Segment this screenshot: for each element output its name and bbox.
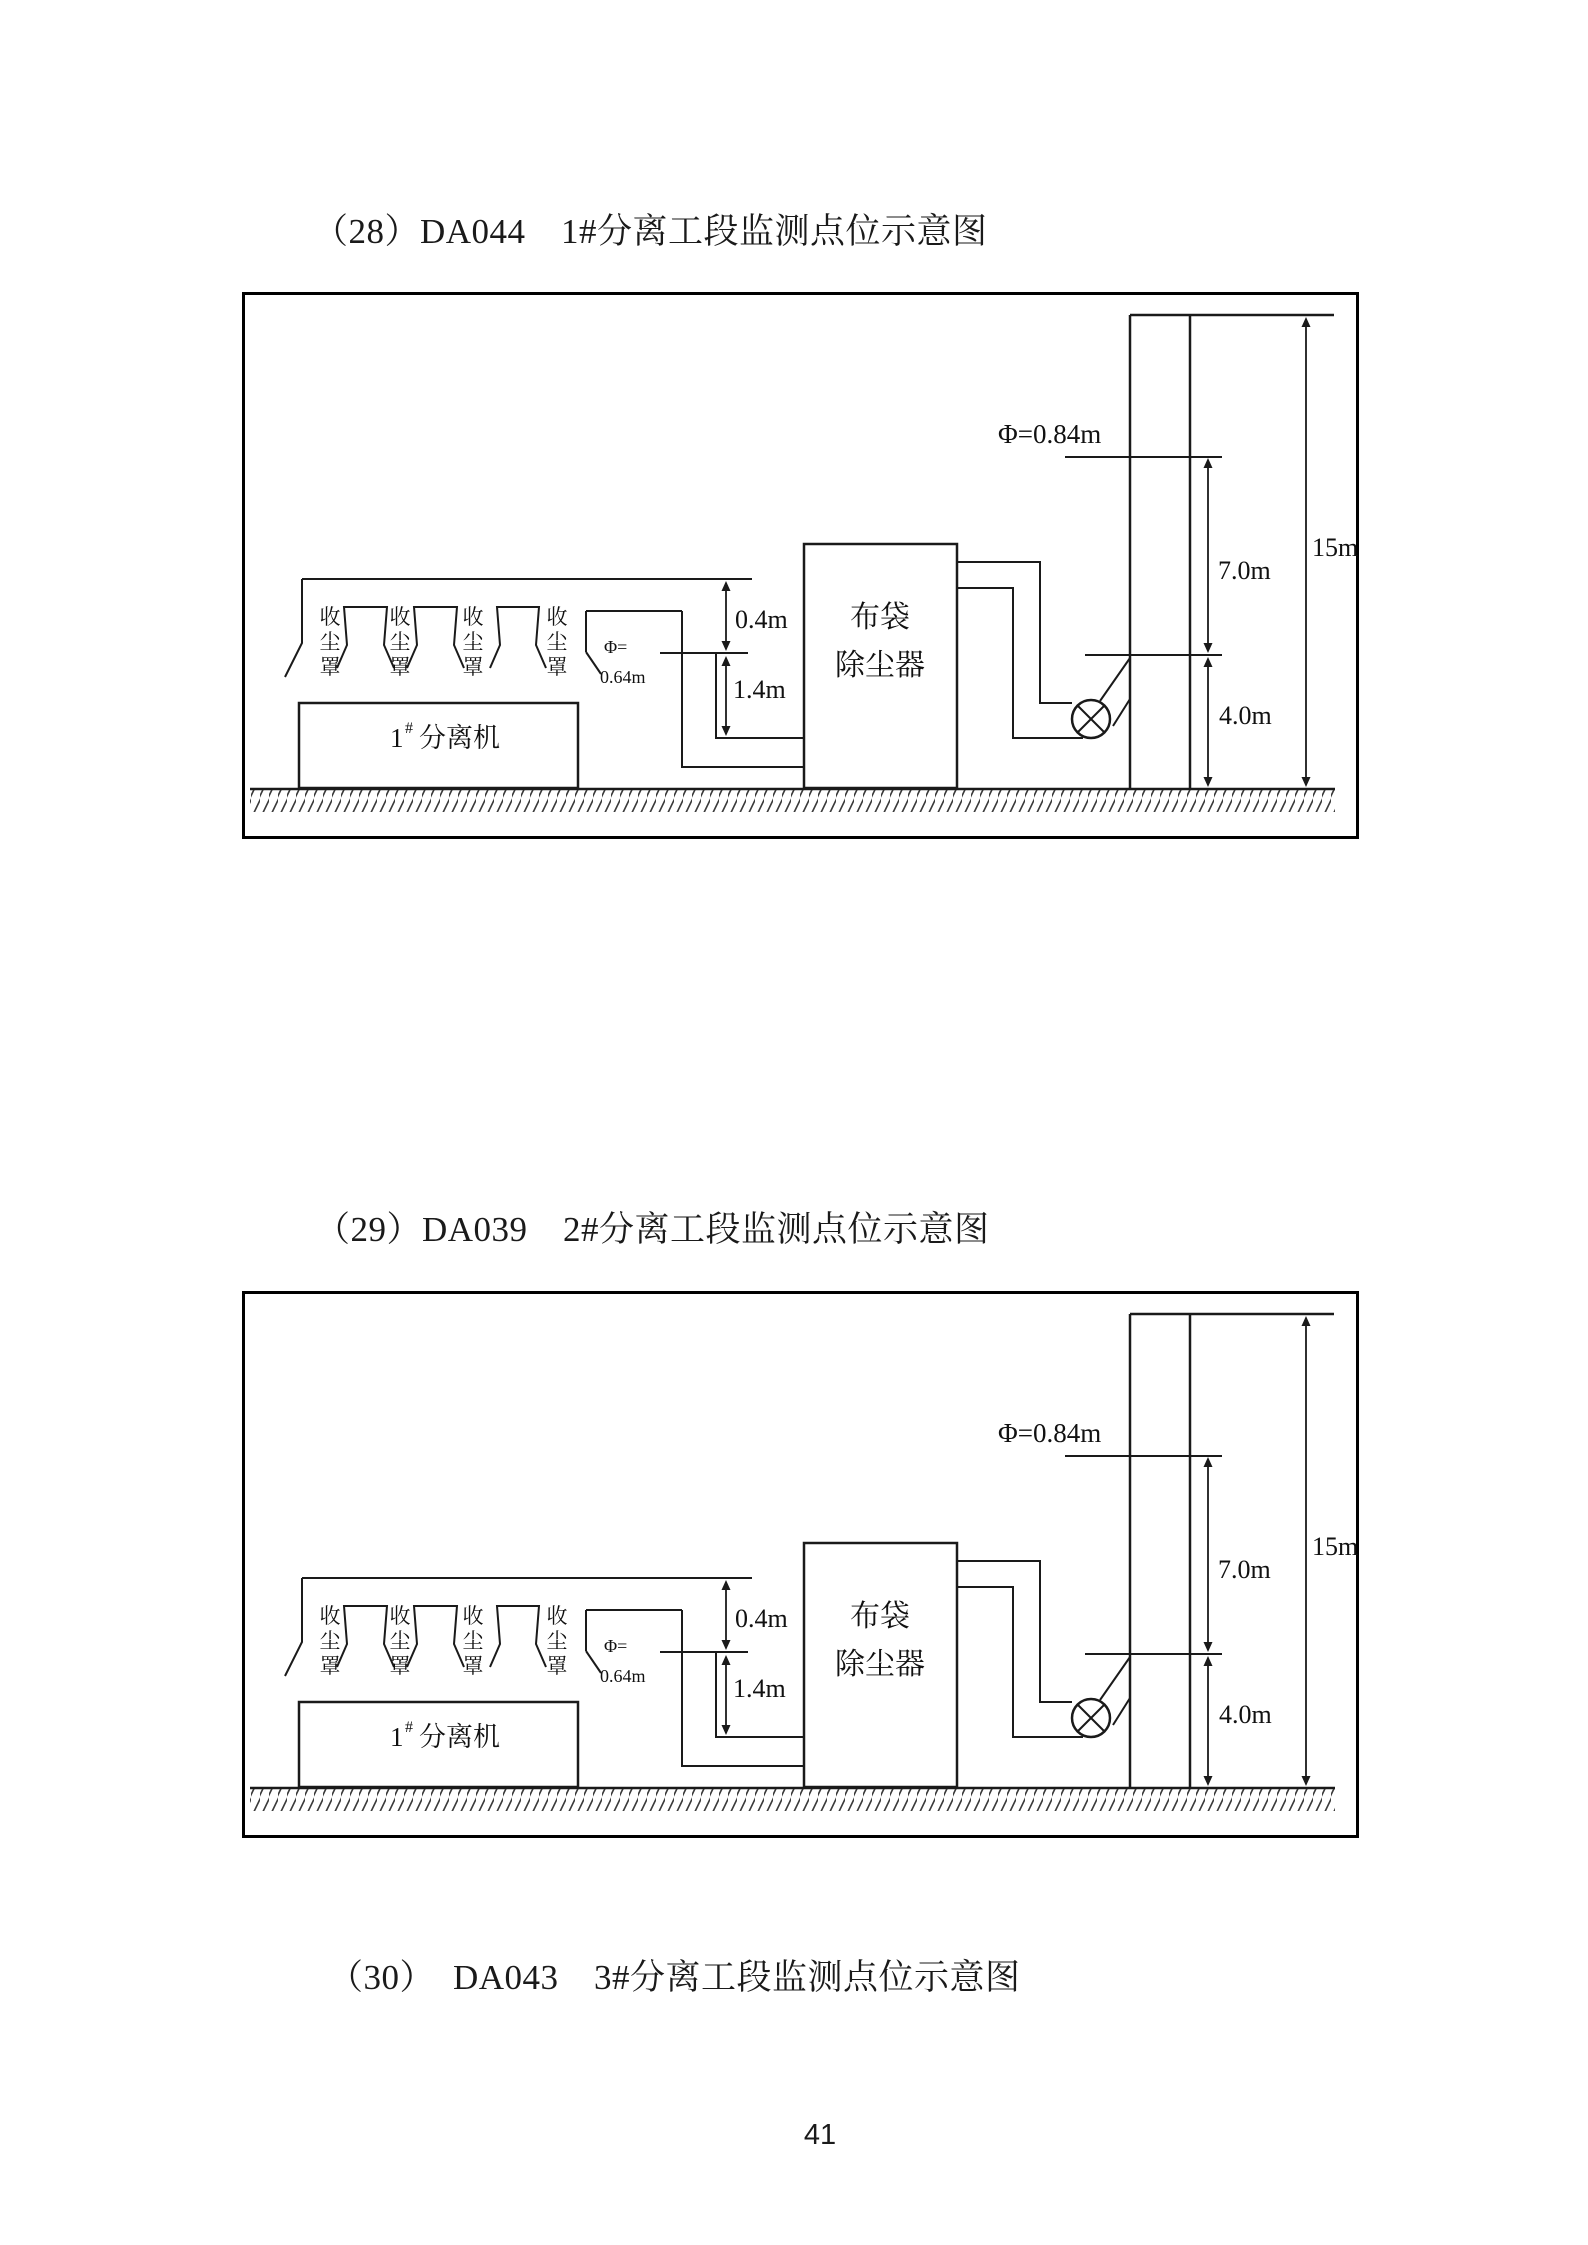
svg-text:收: 收: [462, 1604, 484, 1628]
svg-text:罩: 罩: [389, 1654, 411, 1678]
svg-text:收: 收: [546, 605, 568, 629]
svg-text:尘: 尘: [462, 630, 484, 654]
figure-da044-diagram: [242, 292, 1359, 839]
dim-15m-label: 15m: [1312, 1532, 1359, 1561]
dust-hood-label: [547, 605, 568, 679]
separation-section-diagram-1: [242, 292, 1359, 839]
svg-text:收: 收: [389, 1604, 411, 1628]
duct-diameter-prefix: Φ=: [604, 637, 628, 657]
separator-label-name: 分离机: [419, 1722, 500, 1752]
separator-label-sup: #: [405, 720, 413, 737]
dust-hood-label: [320, 1604, 341, 1678]
dim-15m-label: 15m: [1312, 533, 1359, 562]
dust-hood-label: [390, 1604, 411, 1678]
dim-4.0m-label: 4.0m: [1219, 701, 1272, 730]
bag-filter-label-1: 布袋: [850, 1600, 910, 1633]
dim-7.0m-label: 7.0m: [1218, 556, 1271, 585]
separator-machine: [299, 1702, 578, 1787]
svg-text:收: 收: [319, 1604, 341, 1628]
duct-diameter-value: 0.64m: [600, 1666, 646, 1686]
svg-text:收: 收: [389, 605, 411, 629]
dust-hood-label: [390, 605, 411, 679]
section-29-heading: （29）DA039 2#分离工段监测点位示意图: [315, 1210, 990, 1249]
dust-hood-label: [320, 605, 341, 679]
separator-label-sup: #: [405, 1719, 413, 1736]
duct-diameter-value: 0.64m: [600, 667, 646, 687]
svg-text:尘: 尘: [389, 1629, 411, 1653]
section-30-heading: （30） DA043 3#分离工段监测点位示意图: [328, 1958, 1021, 1997]
svg-text:罩: 罩: [389, 655, 411, 679]
ground-hatch: [250, 789, 1335, 812]
svg-text:收: 收: [462, 605, 484, 629]
duct-diameter-prefix: Φ=: [604, 1636, 628, 1656]
svg-text:收: 收: [319, 605, 341, 629]
bag-filter-label-2: 除尘器: [835, 1648, 925, 1681]
dust-hood-label: [547, 1604, 568, 1678]
svg-text:收: 收: [546, 1604, 568, 1628]
ground-hatch: [250, 1788, 1335, 1811]
svg-text:罩: 罩: [462, 1654, 484, 1678]
section-28-heading: （28）DA044 1#分离工段监测点位示意图: [313, 212, 988, 251]
svg-text:尘: 尘: [389, 630, 411, 654]
svg-text:罩: 罩: [546, 655, 568, 679]
page-number: 41: [803, 2119, 837, 2151]
svg-text:罩: 罩: [319, 655, 341, 679]
svg-text:尘: 尘: [319, 630, 341, 654]
svg-text:尘: 尘: [462, 1629, 484, 1653]
dust-hood-label: [463, 605, 484, 679]
bag-filter: [804, 544, 957, 788]
bag-filter: [804, 1543, 957, 1787]
svg-text:尘: 尘: [319, 1629, 341, 1653]
dust-hood-label: [463, 1604, 484, 1678]
bag-filter-label-1: 布袋: [850, 601, 910, 634]
separator-label-num: 1: [390, 1722, 404, 1752]
dim-1.4m-label: 1.4m: [733, 675, 786, 704]
bag-filter-label-2: 除尘器: [835, 649, 925, 682]
separator-label-num: 1: [390, 723, 404, 753]
stack-diameter-label: Φ=0.84m: [998, 1418, 1102, 1448]
svg-text:罩: 罩: [462, 655, 484, 679]
separator-machine: [299, 703, 578, 788]
dim-4.0m-label: 4.0m: [1219, 1700, 1272, 1729]
figure-da039-diagram: [242, 1291, 1359, 1838]
dim-7.0m-label: 7.0m: [1218, 1555, 1271, 1584]
dim-0.4m-label: 0.4m: [735, 1604, 788, 1633]
svg-text:尘: 尘: [546, 630, 568, 654]
dim-0.4m-label: 0.4m: [735, 605, 788, 634]
separation-section-diagram-2: [242, 1291, 1359, 1838]
svg-text:罩: 罩: [546, 1654, 568, 1678]
separator-label-name: 分离机: [419, 723, 500, 753]
dim-1.4m-label: 1.4m: [733, 1674, 786, 1703]
svg-text:罩: 罩: [319, 1654, 341, 1678]
svg-text:尘: 尘: [546, 1629, 568, 1653]
stack-diameter-label: Φ=0.84m: [998, 419, 1102, 449]
